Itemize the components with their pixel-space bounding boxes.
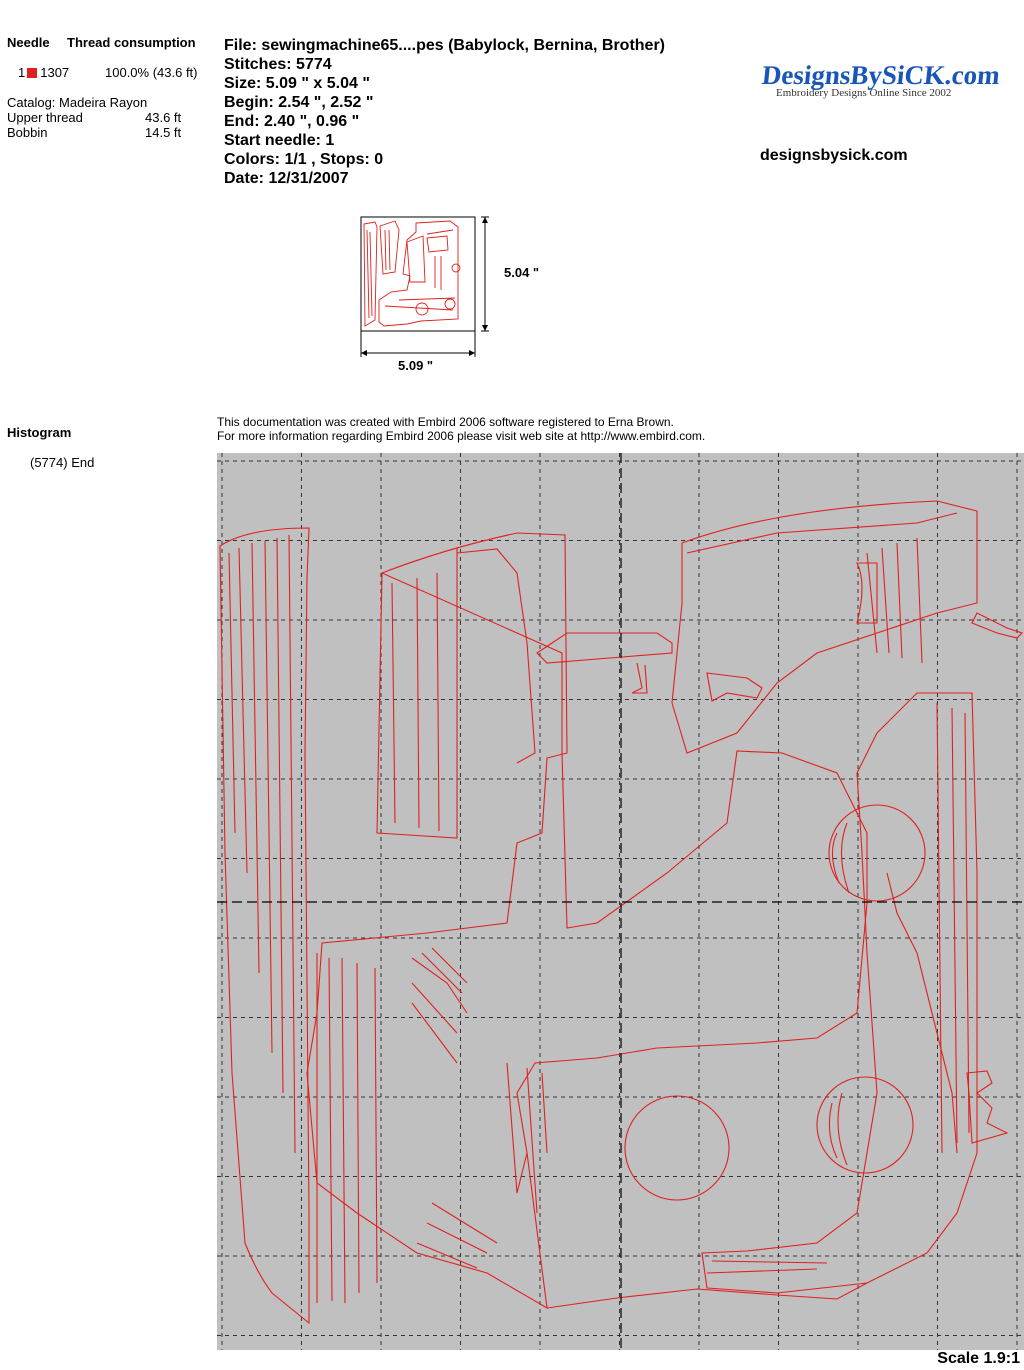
designsbysick-logo — [760, 60, 1002, 104]
stitch-preview-svg — [217, 453, 1024, 1350]
bobbin-label: Bobbin — [7, 125, 48, 140]
bobbin-value: 14.5 ft — [145, 125, 182, 140]
stitch-count: Stitches: 5774 — [224, 56, 332, 73]
thumbnail-width-label: 5.09 " — [398, 358, 434, 373]
histogram-entry: (5774) End — [30, 455, 95, 470]
design-date: Date: 12/31/2007 — [224, 170, 349, 187]
design-size: Size: 5.09 " x 5.04 " — [224, 75, 370, 92]
logo-tagline: Embroidery Designs Online Since 2002 — [776, 87, 952, 99]
software-note-line1: This documentation was created with Embird 2006 software registered to Erna Brown. — [217, 415, 674, 429]
software-note-line2: For more information regarding Embird 2006 please visit web site at http://www.embird.com. — [217, 429, 706, 443]
end-point: End: 2.40 ", 0.96 " — [224, 113, 360, 130]
colors-stops: Colors: 1/1 , Stops: 0 — [224, 151, 384, 168]
start-needle: Start needle: 1 — [224, 132, 335, 149]
thread-color-code: 1307 — [40, 65, 70, 80]
file-name: File: sewingmachine65....pes (Babylock, Bernina, Brother) — [224, 37, 666, 54]
website-text: designsbysick.com — [760, 147, 908, 164]
thumbnail-height-label: 5.04 " — [504, 265, 540, 280]
design-thumbnail — [355, 210, 555, 375]
thread-consumption-header: Thread consumption — [67, 35, 196, 50]
stitch-preview — [217, 453, 1024, 1350]
needle-number: 1 — [18, 65, 26, 80]
needle-header: Needle — [7, 35, 50, 50]
upper-thread-label: Upper thread — [7, 110, 83, 125]
thread-row — [18, 65, 69, 80]
thread-amount: 100.0% (43.6 ft) — [105, 65, 198, 80]
catalog-label: Catalog: Madeira Rayon — [7, 95, 148, 110]
scale-label: Scale 1.9:1 — [937, 1350, 1020, 1367]
logo-main-text: DesignsBySiCK.com — [760, 60, 1002, 90]
begin-point: Begin: 2.54 ", 2.52 " — [224, 94, 374, 111]
upper-thread-value: 43.6 ft — [145, 110, 182, 125]
histogram-title: Histogram — [7, 425, 72, 440]
design-info — [224, 36, 665, 188]
thread-color-swatch — [27, 68, 37, 78]
software-note — [217, 415, 705, 443]
